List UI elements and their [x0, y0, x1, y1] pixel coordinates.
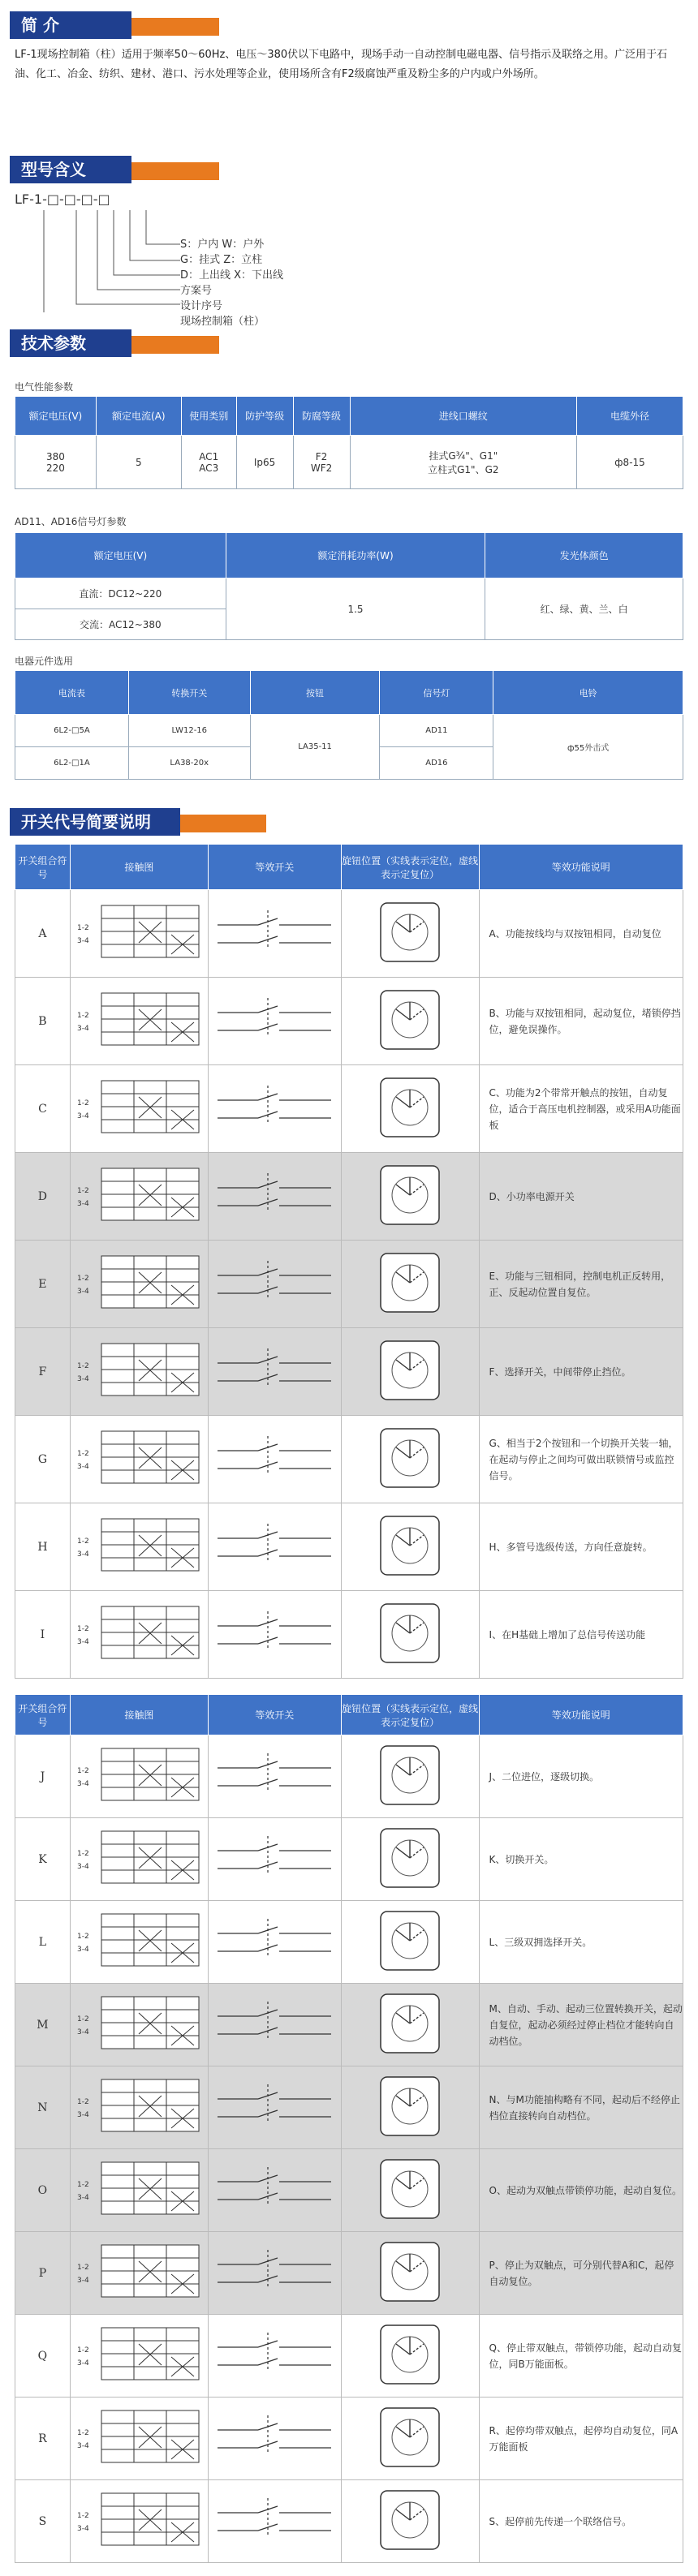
lamp-cell: 红、绿、黄、兰、白	[485, 578, 683, 640]
equivalent-switch-diagram	[209, 1428, 339, 1488]
contact-diagram	[74, 1165, 204, 1225]
knob-position-icon	[378, 988, 442, 1051]
model-line: 方案号	[180, 285, 213, 297]
contact-cell	[70, 978, 208, 1065]
switch-code: F	[15, 1328, 71, 1416]
contact-diagram	[74, 1340, 204, 1400]
svg-text:1-2: 1-2	[77, 2264, 90, 2272]
equivalent-cell	[208, 1901, 341, 1984]
lamp-cell: 直流：DC12~220	[15, 578, 226, 609]
svg-text:3-4: 3-4	[77, 1112, 90, 1120]
knob-position-icon	[378, 1992, 442, 2055]
equivalent-cell	[208, 2315, 341, 2398]
knob-cell	[341, 2066, 479, 2149]
knob-position-icon	[378, 1251, 442, 1314]
svg-text:3-4: 3-4	[77, 2525, 90, 2533]
contact-diagram	[74, 2490, 204, 2550]
knob-position-icon	[378, 901, 442, 964]
contact-diagram	[74, 1993, 204, 2053]
switch-row	[15, 978, 683, 1065]
switch-header: 开关组合符号	[15, 845, 71, 890]
equivalent-switch-diagram	[209, 1253, 339, 1313]
svg-text:1-2: 1-2	[77, 2098, 90, 2106]
switch-code: I	[15, 1591, 71, 1679]
equivalent-cell	[208, 890, 341, 978]
knob-cell	[341, 1503, 479, 1591]
knob-cell	[341, 1984, 479, 2066]
equivalent-cell	[208, 1984, 341, 2066]
comp-header: 转换开关	[128, 671, 250, 715]
equivalent-switch-diagram	[209, 2407, 339, 2467]
comp-cell: LA35-11	[250, 715, 380, 780]
lamp-header: 额定电压(V)	[15, 533, 226, 578]
comp-cell: AD16	[380, 747, 493, 780]
equivalent-cell	[208, 1416, 341, 1503]
switch-header: 开关组合符号	[15, 1695, 71, 1735]
switch-row	[15, 1984, 683, 2066]
svg-text:3-4: 3-4	[77, 2442, 90, 2450]
equivalent-cell	[208, 2232, 341, 2315]
switch-code: R	[15, 2398, 71, 2480]
switch-row	[15, 1416, 683, 1503]
equivalent-cell	[208, 1503, 341, 1591]
equivalent-switch-diagram	[209, 1340, 339, 1400]
knob-position-icon	[378, 2157, 442, 2221]
switch-row	[15, 2315, 683, 2398]
svg-text:3-4: 3-4	[77, 1780, 90, 1788]
equivalent-switch-diagram	[209, 1828, 339, 1888]
contact-cell	[70, 1328, 208, 1416]
switch-code: S	[15, 2480, 71, 2563]
contact-diagram	[74, 1745, 204, 1805]
elec-header: 额定电压(V)	[15, 397, 97, 436]
contact-cell	[70, 2398, 208, 2480]
elec-cell: Ip65	[236, 436, 293, 489]
contact-diagram	[74, 2242, 204, 2302]
comp-header: 信号灯	[380, 671, 493, 715]
switch-row	[15, 1591, 683, 1679]
switch-row	[15, 890, 683, 978]
contact-diagram	[74, 990, 204, 1050]
svg-text:3-4: 3-4	[77, 1550, 90, 1559]
elec-header: 防腐等级	[293, 397, 350, 436]
switch-heading	[10, 808, 213, 836]
knob-position-icon	[378, 1602, 442, 1665]
switch-desc: D、小功率电源开关	[479, 1153, 683, 1241]
switch-code: K	[15, 1818, 71, 1901]
model-line: D：上出线 X：下出线	[180, 269, 284, 282]
tech-title: 技术参数	[10, 329, 131, 357]
knob-cell	[341, 2149, 479, 2232]
switch-desc: O、起动为双触点带锁停功能，起动自复位。	[479, 2149, 683, 2232]
equivalent-cell	[208, 2480, 341, 2563]
contact-cell	[70, 1503, 208, 1591]
switch-desc: A、功能按线均与双按钮相同，自动复位	[479, 890, 683, 978]
svg-text:1-2: 1-2	[77, 1767, 90, 1775]
equivalent-switch-diagram	[209, 1993, 339, 2053]
switch-desc: B、功能与双按钮相同，起动复位，堵锁停挡位，避免误操作。	[479, 978, 683, 1065]
contact-diagram	[74, 1828, 204, 1888]
equivalent-cell	[208, 978, 341, 1065]
equivalent-switch-diagram	[209, 2490, 339, 2550]
switch-desc: N、与M功能抽构略有不同，起动后不经停止档位直接转向自动档位。	[479, 2066, 683, 2149]
knob-cell	[341, 1818, 479, 1901]
switch-code: B	[15, 978, 71, 1065]
model-heading	[10, 156, 213, 183]
svg-text:3-4: 3-4	[77, 2111, 90, 2119]
lamp-header: 额定消耗功率(W)	[226, 533, 485, 578]
contact-cell	[70, 1735, 208, 1818]
comp-cell: 6L2-□5A	[15, 715, 129, 747]
switch-desc: R、起停均带双触点，起停均自动复位，同A万能面板	[479, 2398, 683, 2480]
svg-text:1-2: 1-2	[77, 1933, 90, 1941]
knob-position-icon	[378, 2488, 442, 2552]
switch-header: 等效开关	[208, 845, 341, 890]
svg-text:1-2: 1-2	[77, 1537, 90, 1546]
elec-header: 防护等级	[236, 397, 293, 436]
svg-text:1-2: 1-2	[77, 1625, 90, 1633]
equivalent-cell	[208, 1818, 341, 1901]
knob-cell	[341, 2315, 479, 2398]
switch-code: D	[15, 1153, 71, 1241]
equivalent-cell	[208, 1591, 341, 1679]
knob-cell	[341, 1591, 479, 1679]
equivalent-switch-diagram	[209, 2076, 339, 2136]
comp-cell: AD11	[380, 715, 493, 747]
switch-code: N	[15, 2066, 71, 2149]
switch-desc: Q、停止带双触点，带锁停功能，起动自动复位，同B万能面板。	[479, 2315, 683, 2398]
contact-cell	[70, 1065, 208, 1153]
switch-table-1	[15, 844, 683, 1679]
elec-header: 电缆外径	[577, 397, 683, 436]
equivalent-switch-diagram	[209, 1603, 339, 1663]
switch-row	[15, 2480, 683, 2563]
contact-cell	[70, 1591, 208, 1679]
switch-header: 旋钮位置（实线表示定位，虚线表示定复位）	[341, 845, 479, 890]
elec-cell: F2 WF2	[293, 436, 350, 489]
contact-diagram	[74, 902, 204, 962]
knob-cell	[341, 1065, 479, 1153]
svg-text:3-4: 3-4	[77, 2194, 90, 2202]
svg-text:1-2: 1-2	[77, 2015, 90, 2023]
svg-text:1-2: 1-2	[77, 2346, 90, 2355]
switch-table-2	[15, 1694, 683, 2563]
elec-header: 进线口螺纹	[350, 397, 577, 436]
equivalent-cell	[208, 1153, 341, 1241]
knob-position-icon	[378, 1514, 442, 1577]
svg-text:3-4: 3-4	[77, 937, 90, 945]
contact-cell	[70, 1901, 208, 1984]
switch-header: 接触图	[70, 1695, 208, 1735]
svg-text:3-4: 3-4	[77, 1946, 90, 1954]
elec-header: 使用类别	[181, 397, 236, 436]
knob-position-icon	[378, 1744, 442, 1807]
svg-text:1-2: 1-2	[77, 2181, 90, 2189]
switch-code: G	[15, 1416, 71, 1503]
switch-desc: L、三级双拥选择开关。	[479, 1901, 683, 1984]
switch-code: Q	[15, 2315, 71, 2398]
contact-diagram	[74, 2159, 204, 2219]
model-line: S：户内 W：户外	[180, 239, 265, 251]
switch-header: 等效功能说明	[479, 1695, 683, 1735]
contact-cell	[70, 1241, 208, 1328]
equivalent-switch-diagram	[209, 990, 339, 1050]
comp-cell: ф55外击式	[493, 715, 683, 780]
switch-row	[15, 1241, 683, 1328]
knob-cell	[341, 978, 479, 1065]
switch-row	[15, 1735, 683, 1818]
knob-position-icon	[378, 1339, 442, 1402]
knob-cell	[341, 2398, 479, 2480]
knob-cell	[341, 1901, 479, 1984]
switch-row	[15, 1901, 683, 1984]
equivalent-cell	[208, 1241, 341, 1328]
equivalent-switch-diagram	[209, 1516, 339, 1576]
knob-position-icon	[378, 1426, 442, 1490]
knob-cell	[341, 1328, 479, 1416]
contact-diagram	[74, 1603, 204, 1663]
intro-title: 简 介	[10, 11, 131, 39]
equivalent-switch-diagram	[209, 1911, 339, 1971]
lamp-table	[15, 532, 683, 640]
switch-code: P	[15, 2232, 71, 2315]
model-line: 现场控制箱（柱）	[180, 316, 265, 328]
svg-text:1-2: 1-2	[77, 1012, 90, 1020]
switch-row	[15, 2398, 683, 2480]
switch-code: E	[15, 1241, 71, 1328]
knob-cell	[341, 2232, 479, 2315]
svg-text:1-2: 1-2	[77, 1275, 90, 1283]
svg-text:1-2: 1-2	[77, 2512, 90, 2520]
elec-cell: 挂式G¾"、G1" 立柱式G1"、G2	[350, 436, 577, 489]
model-leader-lines	[32, 207, 187, 312]
svg-text:1-2: 1-2	[77, 924, 90, 932]
svg-text:3-4: 3-4	[77, 1200, 90, 1208]
svg-text:3-4: 3-4	[77, 1288, 90, 1296]
elec-label: 电气性能参数	[15, 381, 74, 393]
intro-heading	[10, 11, 213, 39]
contact-cell	[70, 2066, 208, 2149]
svg-text:3-4: 3-4	[77, 1463, 90, 1471]
svg-text:1-2: 1-2	[77, 1850, 90, 1858]
contact-cell	[70, 1818, 208, 1901]
knob-position-icon	[378, 2075, 442, 2138]
knob-position-icon	[378, 2323, 442, 2386]
model-code: LF-1-□-□-□-□	[15, 191, 110, 207]
switch-code: M	[15, 1984, 71, 2066]
knob-position-icon	[378, 1076, 442, 1139]
contact-cell	[70, 2480, 208, 2563]
equivalent-switch-diagram	[209, 2242, 339, 2302]
equivalent-cell	[208, 2398, 341, 2480]
contact-cell	[70, 890, 208, 978]
equivalent-switch-diagram	[209, 902, 339, 962]
svg-text:3-4: 3-4	[77, 2359, 90, 2367]
elec-cell: 380 220	[15, 436, 97, 489]
comp-cell: LW12-16	[128, 715, 250, 747]
knob-position-icon	[378, 1909, 442, 1972]
svg-text:3-4: 3-4	[77, 2277, 90, 2285]
switch-desc: S、起停前先传递一个联络信号。	[479, 2480, 683, 2563]
equivalent-switch-diagram	[209, 2324, 339, 2385]
comp-header: 电流表	[15, 671, 129, 715]
svg-text:1-2: 1-2	[77, 1187, 90, 1195]
equivalent-cell	[208, 1735, 341, 1818]
elec-header: 额定电流(A)	[96, 397, 181, 436]
heading-accent	[169, 815, 266, 832]
svg-text:3-4: 3-4	[77, 1863, 90, 1871]
elec-table	[15, 396, 683, 489]
switch-title: 开关代号简要说明	[10, 808, 180, 836]
contact-cell	[70, 2315, 208, 2398]
model-line: G：挂式 Z：立柱	[180, 254, 263, 266]
switch-header: 等效功能说明	[479, 845, 683, 890]
lamp-cell: 1.5	[226, 578, 485, 640]
switch-row	[15, 1153, 683, 1241]
svg-text:3-4: 3-4	[77, 1375, 90, 1383]
knob-position-icon	[378, 2240, 442, 2303]
heading-accent	[122, 336, 219, 354]
contact-diagram	[74, 1911, 204, 1971]
comp-table	[15, 670, 683, 780]
switch-code: A	[15, 890, 71, 978]
switch-desc: F、选择开关，中间带停止挡位。	[479, 1328, 683, 1416]
contact-diagram	[74, 1253, 204, 1313]
equivalent-switch-diagram	[209, 1165, 339, 1225]
elec-cell: ф8-15	[577, 436, 683, 489]
switch-code: O	[15, 2149, 71, 2232]
switch-row	[15, 1818, 683, 1901]
switch-desc: M、自动、手动、起动三位置转换开关，起动自复位，起动必须经过停止档位才能转向自动档位。	[479, 1984, 683, 2066]
knob-cell	[341, 1416, 479, 1503]
switch-row	[15, 1328, 683, 1416]
switch-header: 旋钮位置（实线表示定位，虚线表示定复位）	[341, 1695, 479, 1735]
switch-row	[15, 1065, 683, 1153]
knob-cell	[341, 1153, 479, 1241]
contact-diagram	[74, 2407, 204, 2467]
equivalent-cell	[208, 1328, 341, 1416]
heading-accent	[122, 18, 219, 36]
model-title: 型号含义	[10, 156, 131, 183]
switch-row	[15, 2149, 683, 2232]
comp-header: 电铃	[493, 671, 683, 715]
contact-diagram	[74, 1077, 204, 1137]
knob-position-icon	[378, 1163, 442, 1227]
contact-cell	[70, 2149, 208, 2232]
switch-desc: K、切换开关。	[479, 1818, 683, 1901]
contact-diagram	[74, 1428, 204, 1488]
svg-text:3-4: 3-4	[77, 2028, 90, 2036]
equivalent-switch-diagram	[209, 1077, 339, 1137]
equivalent-switch-diagram	[209, 1745, 339, 1805]
switch-code: L	[15, 1901, 71, 1984]
knob-cell	[341, 1241, 479, 1328]
switch-row	[15, 2066, 683, 2149]
comp-cell: 6L2-□1A	[15, 747, 129, 780]
elec-cell: 5	[96, 436, 181, 489]
svg-text:1-2: 1-2	[77, 2429, 90, 2437]
contact-diagram	[74, 1516, 204, 1576]
switch-desc: G、相当于2个按钮和一个切换开关装一轴，在起动与停止之间均可做出联锁情号或监控信号。	[479, 1416, 683, 1503]
switch-desc: H、多管号选级传送，方向任意旋转。	[479, 1503, 683, 1591]
contact-cell	[70, 1416, 208, 1503]
svg-text:1-2: 1-2	[77, 1450, 90, 1458]
knob-cell	[341, 2480, 479, 2563]
comp-header: 按钮	[250, 671, 380, 715]
switch-code: C	[15, 1065, 71, 1153]
contact-cell	[70, 1984, 208, 2066]
switch-code: H	[15, 1503, 71, 1591]
switch-code: J	[15, 1735, 71, 1818]
contact-diagram	[74, 2324, 204, 2385]
model-descriptions	[180, 237, 283, 329]
lamp-cell: 交流：AC12~380	[15, 609, 226, 640]
switch-header: 接触图	[70, 845, 208, 890]
comp-cell: LA38-20x	[128, 747, 250, 780]
svg-text:3-4: 3-4	[77, 1638, 90, 1646]
switch-desc: I、在H基础上增加了总信号传送功能	[479, 1591, 683, 1679]
knob-position-icon	[378, 1826, 442, 1890]
svg-text:1-2: 1-2	[77, 1099, 90, 1107]
switch-desc: C、功能为2个带常开触点的按钮，自动复位，适合于高压电机控制器，或采用A功能面板	[479, 1065, 683, 1153]
elec-cell: AC1 AC3	[181, 436, 236, 489]
equivalent-cell	[208, 2149, 341, 2232]
equivalent-switch-diagram	[209, 2159, 339, 2219]
switch-row	[15, 2232, 683, 2315]
switch-desc: P、停止为双触点，可分别代替A和C，起停自动复位。	[479, 2232, 683, 2315]
contact-diagram	[74, 2076, 204, 2136]
contact-cell	[70, 2232, 208, 2315]
lamp-header: 发光体颜色	[485, 533, 683, 578]
heading-accent	[122, 162, 219, 180]
contact-cell	[70, 1153, 208, 1241]
switch-row	[15, 1503, 683, 1591]
switch-desc: J、二位进位，逐级切换。	[479, 1735, 683, 1818]
tech-heading	[10, 329, 213, 357]
equivalent-cell	[208, 1065, 341, 1153]
knob-cell	[341, 890, 479, 978]
svg-text:3-4: 3-4	[77, 1025, 90, 1033]
switch-header: 等效开关	[208, 1695, 341, 1735]
lamp-label: AD11、AD16信号灯参数	[15, 516, 127, 527]
comp-label: 电器元件选用	[15, 656, 74, 667]
svg-text:1-2: 1-2	[77, 1362, 90, 1370]
switch-desc: E、功能与三钮相同，控制电机正反转用，正、反起动位置自复位。	[479, 1241, 683, 1328]
model-line: 设计序号	[180, 300, 223, 312]
knob-cell	[341, 1735, 479, 1818]
equivalent-cell	[208, 2066, 341, 2149]
knob-position-icon	[378, 2406, 442, 2469]
intro-text: LF-1现场控制箱（柱）适用于频率50～60Hz、电压～380伏以下电路中，现场手动一自动控制电磁电器、信号指示及联络之用。广泛用于石油、化工、冶金、纺织、建材、港口、污水处理等企业，使用场所含有F2级腐蚀严重及粉尘多的户内或户外场所。	[15, 49, 668, 80]
